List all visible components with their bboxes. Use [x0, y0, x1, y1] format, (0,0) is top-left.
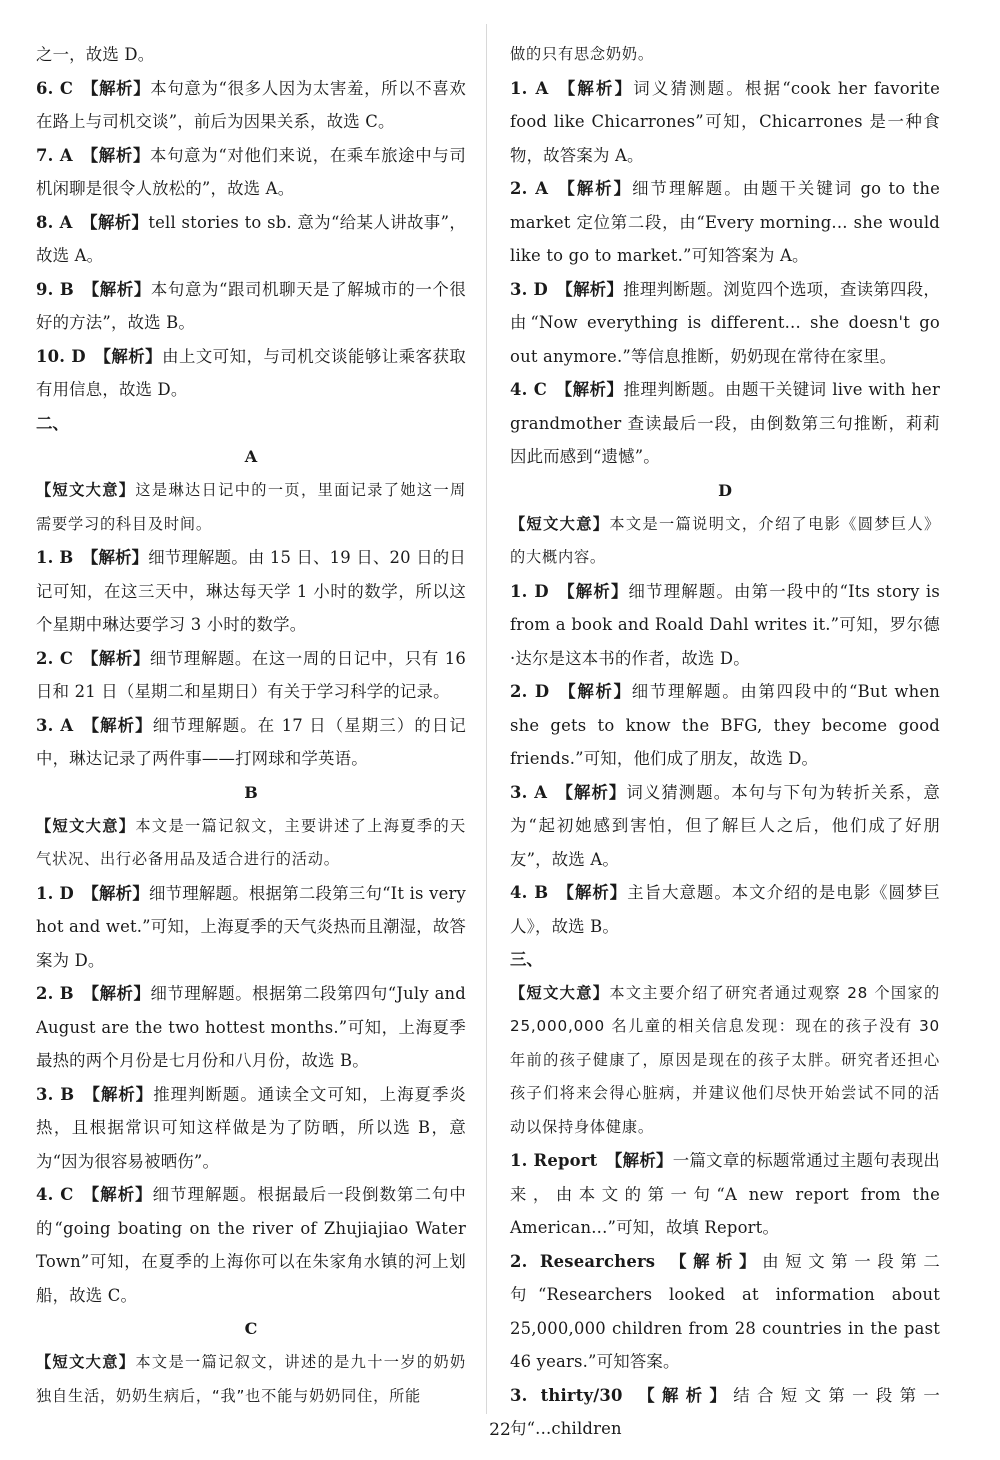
analysis-tag: 【解析】: [82, 984, 151, 1003]
passage-heading: D: [718, 480, 732, 500]
answer-item: [36, 541, 466, 642]
summary-tag: 【短文大意】: [510, 514, 610, 533]
answer-number: 2. D: [510, 682, 550, 701]
answer-number: 9. B: [36, 279, 74, 299]
passage-heading: B: [244, 782, 258, 802]
answer-item: [36, 877, 466, 978]
answer-number: 2. C: [36, 648, 74, 668]
analysis-tag: 【解析】: [557, 682, 632, 701]
item-text: 之一，故选 D。: [36, 45, 155, 64]
analysis-tag: 【解析】: [81, 715, 153, 735]
item-text: 做的只有思念奶奶。: [510, 45, 654, 63]
item-text: 词义猜测题。根据“cook her favorite food like Chicarrones”可知，Chicarrones 是一种食物，故答案为 A。: [510, 78, 940, 165]
column-divider: [486, 24, 487, 1414]
passage-summary: [36, 810, 466, 877]
answer-number: 1. B: [36, 548, 74, 567]
answer-number: 4. C: [510, 380, 547, 399]
analysis-tag: 【解析】: [82, 279, 151, 299]
answer-item: [510, 273, 940, 374]
passage-heading: C: [244, 1319, 258, 1338]
analysis-tag: 【解析】: [663, 1251, 763, 1271]
passage-summary: [510, 508, 940, 575]
analysis-tag: 【解析】: [81, 548, 149, 567]
analysis-tag: 【解析】: [556, 279, 624, 299]
answer-item: [36, 206, 466, 273]
section-number: 三、: [510, 950, 543, 969]
answer-item: [36, 139, 466, 206]
analysis-tag: 【解析】: [605, 1151, 673, 1170]
answer-number: 1. D: [36, 883, 74, 903]
item-text: 本文主要介绍了研究者通过观察 28 个国家的 25,000,000 名儿童的相关信息发现：现在的孩子没有 30 年前的孩子健康了，原因是现在的孩子太胖。研究者还担心孩子们将来会得心脏病，并建议他们尽快开始尝试不同的活动以保持身体健康。: [510, 983, 940, 1136]
answer-number: 8. A: [36, 212, 73, 232]
passage-summary: [510, 38, 940, 72]
item-text: 一篇文章的标题常通过主题句表现出来，由本文的第一句“A new report from the American...”可知，故填 Report。: [510, 1151, 940, 1237]
answer-item: [510, 675, 940, 776]
answer-number: 1. D: [510, 581, 549, 601]
answer-item: [36, 72, 466, 139]
analysis-tag: 【解析】: [556, 179, 633, 198]
answer-number: 6. C: [36, 78, 74, 98]
answer-number: 3. D: [510, 279, 548, 299]
answer-number: 2. A: [510, 179, 549, 198]
item-text: 本句意为“跟司机聊天是了解城市的一个很好的方法”，故选 B。: [36, 279, 466, 332]
analysis-tag: 【解析】: [94, 346, 163, 366]
item-text: 细节理解题。根据最后一段倒数第二句中的“going boating on the river of Zhujiajiao Water Town”可知，在夏季的上海你可以在朱家角水镇的河上划船，故选 C。: [36, 1185, 466, 1305]
analysis-tag: 【解析】: [82, 1084, 154, 1104]
answer-item: [36, 1178, 466, 1312]
answer-item: [510, 172, 940, 273]
item-text: 由上文可知，与司机交谈能够让乘客获取有用信息，故选 D。: [36, 346, 466, 399]
answer-number: 3. B: [36, 1084, 75, 1104]
item-text: 细节理解题。由第四段中的“But when she gets to know the BFG, they become good friends.”可知，他们成了朋友，故选 D。: [510, 682, 940, 768]
item-text: 细节理解题。在这一周的日记中，只有 16 日和 21 日（星期二和星期日）有关于学习科学的记录。: [36, 648, 466, 701]
answer-item: [36, 273, 466, 340]
analysis-tag: 【解析】: [555, 380, 624, 399]
answer-number: 3. thirty/30: [510, 1385, 623, 1405]
answer-item: [36, 38, 466, 72]
answer-item: [36, 642, 466, 709]
answer-number: 7. A: [36, 145, 73, 165]
analysis-tag: 【解析】: [82, 883, 149, 903]
summary-tag: 【短文大意】: [36, 481, 136, 499]
answer-number: 2. Researchers: [510, 1251, 656, 1271]
answer-number: 4. C: [36, 1185, 74, 1204]
answer-number: 1. Report: [510, 1151, 598, 1170]
answer-item: [510, 776, 940, 877]
answer-item: [510, 373, 940, 474]
item-text: 细节理解题。由第一段中的“Its story is from a book and Roald Dahl writes it.”可知，罗尔德·达尔是这本书的作者，故选 D。: [510, 581, 940, 668]
passage-summary: [36, 1346, 466, 1413]
analysis-tag: 【解析】: [81, 78, 151, 98]
item-text: 本句意为“对他们来说，在乘车旅途中与司机闲聊是很令人放松的”，故选 A。: [36, 145, 466, 198]
answer-item: [36, 977, 466, 1078]
answer-number: 10. D: [36, 346, 86, 366]
analysis-tag: 【解析】: [81, 145, 151, 165]
item-text: 由短文第一段第二句“Researchers looked at information about 25,000,000 children from 28 countries in the past 46 years.”可知答案。: [510, 1251, 940, 1371]
right-column: [510, 38, 940, 1446]
summary-tag: 【短文大意】: [510, 983, 610, 1002]
answer-number: 3. A: [510, 782, 548, 802]
page-number: 22: [489, 1420, 511, 1440]
passage-heading: A: [244, 447, 258, 466]
analysis-tag: 【解析】: [556, 883, 628, 902]
summary-tag: 【短文大意】: [36, 1353, 136, 1371]
answer-item: [510, 1144, 940, 1245]
item-text: tell stories to sb. 意为“给某人讲故事”，故选 A。: [36, 212, 466, 265]
item-text: 本文是一篇记叙文，主要讲述了上海夏季的天气状况、出行必备用品及适合进行的活动。: [36, 816, 467, 868]
answer-number: 3. A: [36, 715, 74, 735]
item-text: 细节理解题。在 17 日（星期三）的日记中，琳达记录了两件事——打网球和学英语。: [36, 715, 466, 768]
item-text: 本文是一篇说明文，介绍了电影《圆梦巨人》的大概内容。: [510, 514, 941, 566]
analysis-tag: 【解析】: [556, 78, 634, 98]
analysis-tag: 【解析】: [81, 1185, 153, 1204]
answer-item: [510, 72, 940, 173]
section-number: 二、: [36, 413, 69, 433]
item-text: 主旨大意题。本文介绍的是电影《圆梦巨人》，故选 B。: [510, 883, 940, 936]
answer-item: [510, 1245, 940, 1379]
item-text: 细节理解题。由 15 日、19 日、20 日的日记可知，在这三天中，琳达每天学 1 小时的数学，所以这个星期中琳达要学习 3 小时的数学。: [36, 548, 466, 634]
answer-number: 4. B: [510, 883, 549, 902]
answer-item: [510, 575, 940, 676]
item-text: 细节理解题。根据第二段第四句“July and August are the two hottest months.”可知，上海夏季最热的两个月份是七月份和八月份，故选 B。: [36, 984, 466, 1070]
analysis-tag: 【解析】: [555, 782, 627, 802]
item-text: 推理判断题。由题干关键词 live with her grandmother 查读最后一段，由倒数第三句推断，莉莉因此而感到“遗憾”。: [510, 380, 940, 466]
summary-tag: 【短文大意】: [36, 816, 136, 835]
analysis-tag: 【解析】: [631, 1385, 734, 1405]
analysis-tag: 【解析】: [80, 212, 149, 232]
answer-number: 2. B: [36, 984, 74, 1003]
answer-item: [510, 876, 940, 943]
answer-item: [36, 1078, 466, 1179]
item-text: 结合短文第一段第一句“...children: [510, 1385, 940, 1438]
item-text: 细节理解题。根据第二段第三句“It is very hot and wet.”可知，上海夏季的天气炎热而且潮湿，故答案为 D。: [36, 883, 466, 970]
item-text: 这是琳达日记中的一页，里面记录了她这一周需要学习的科目及时间。: [36, 481, 467, 533]
item-text: 词义猜测题。本句与下句为转折关系，意为“起初她感到害怕，但了解巨人之后，他们成了好朋友”，故选 A。: [510, 782, 940, 869]
item-text: 推理判断题。浏览四个选项，查读第四段，由“Now everything is different... she doesn't go out anymore.”等信息推断，奶奶现在常待在家里。: [510, 279, 940, 366]
answer-item: [36, 340, 466, 407]
item-text: 本文是一篇记叙文，讲述的是九十一岁的奶奶独自生活，奶奶生病后，“我”也不能与奶奶同住，所能: [36, 1353, 467, 1405]
passage-summary: [510, 977, 940, 1145]
analysis-tag: 【解析】: [557, 581, 629, 601]
left-column: [36, 38, 466, 1413]
item-text: 推理判断题。通读全文可知，上海夏季炎热，且根据常识可知这样做是为了防晒，所以选 B，意为“因为很容易被晒伤”。: [36, 1084, 466, 1171]
analysis-tag: 【解析】: [81, 648, 150, 668]
item-text: 细节理解题。由题干关键词 go to the market 定位第二段，由“Every morning... she would like to go to market.”可知答案为 A。: [510, 179, 940, 265]
answer-item: [36, 709, 466, 776]
item-text: 本句意为“很多人因为太害羞，所以不喜欢在路上与司机交谈”，前后为因果关系，故选 C。: [36, 78, 466, 131]
answer-number: 1. A: [510, 78, 549, 98]
passage-summary: [36, 474, 466, 541]
